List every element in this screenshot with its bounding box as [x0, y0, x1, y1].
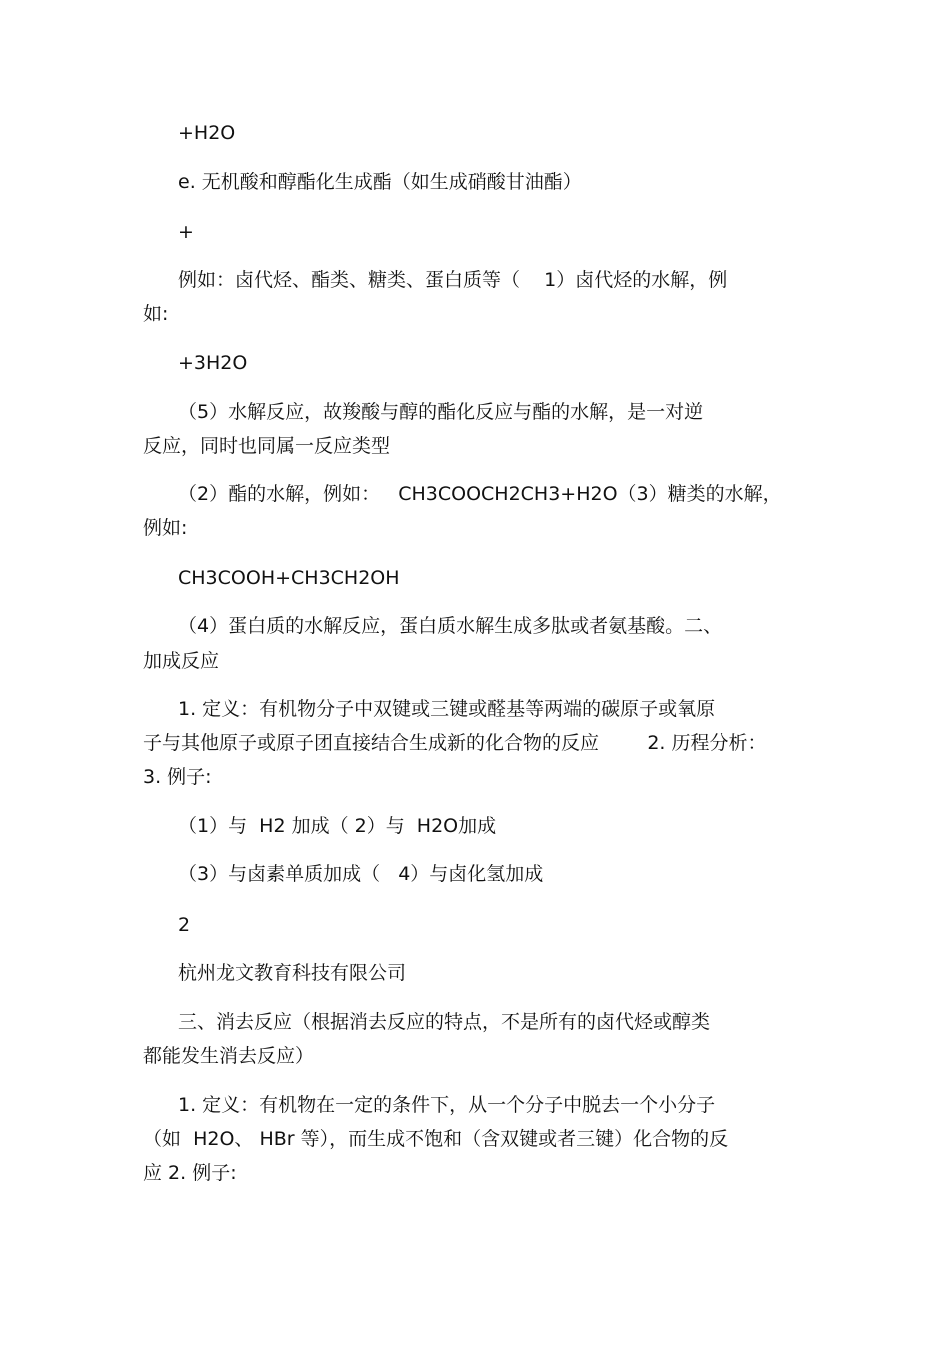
- page-number: 2: [178, 914, 191, 936]
- text-line: （5）水解反应，故羧酸与醇的酯化反应与酯的水解，是一对逆: [178, 401, 704, 423]
- text-line: +3H2O: [178, 352, 248, 374]
- text-line: 3. 例子:: [143, 766, 212, 788]
- text-line: 都能发生消去反应）: [143, 1045, 315, 1067]
- text-line: 三、消去反应（根据消去反应的特点，不是所有的卤代烃或醇类: [178, 1011, 711, 1033]
- text-line: 反应，同时也同属一反应类型: [143, 435, 391, 457]
- text-line: 应 2. 例子:: [143, 1162, 237, 1184]
- text-line: 加成反应: [143, 650, 220, 672]
- text-line: 1. 定义：有机物在一定的条件下，从一个分子中脱去一个小分子: [178, 1094, 716, 1116]
- text-line: （4）蛋白质的水解反应，蛋白质水解生成多肽或者氨基酸。二、: [178, 615, 723, 637]
- text-line: +: [178, 221, 194, 243]
- text-line: 1. 定义：有机物分子中双键或三键或醛基等两端的碳原子或氧原: [178, 698, 716, 720]
- text-line: CH3COOH+CH3CH2OH: [178, 567, 400, 589]
- company-footer: 杭州龙文教育科技有限公司: [178, 962, 407, 984]
- text-line: e. 无机酸和醇酯化生成酯（如生成硝酸甘油酯）: [178, 171, 582, 193]
- text-line: 例如:: [143, 517, 188, 539]
- text-line: （2）酯的水解，例如： CH3COOCH2CH3+H2O（3）糖类的水解，: [178, 483, 782, 505]
- text-line: （3）与卤素单质加成（ 4）与卤化氢加成: [178, 863, 544, 885]
- text-line: +H2O: [178, 122, 236, 144]
- text-line: （如 H2O、 HBr 等），而生成不饱和（含双键或者三键）化合物的反: [143, 1128, 729, 1150]
- text-line: 例如：卤代烃、酯类、糖类、蛋白质等（ 1）卤代烃的水解，例: [178, 269, 728, 291]
- text-line: 如:: [143, 303, 169, 325]
- text-line: 子与其他原子或原子团直接结合生成新的化合物的反应 2. 历程分析：: [143, 732, 767, 754]
- text-line: （1）与 H2 加成（ 2）与 H2O加成: [178, 815, 497, 837]
